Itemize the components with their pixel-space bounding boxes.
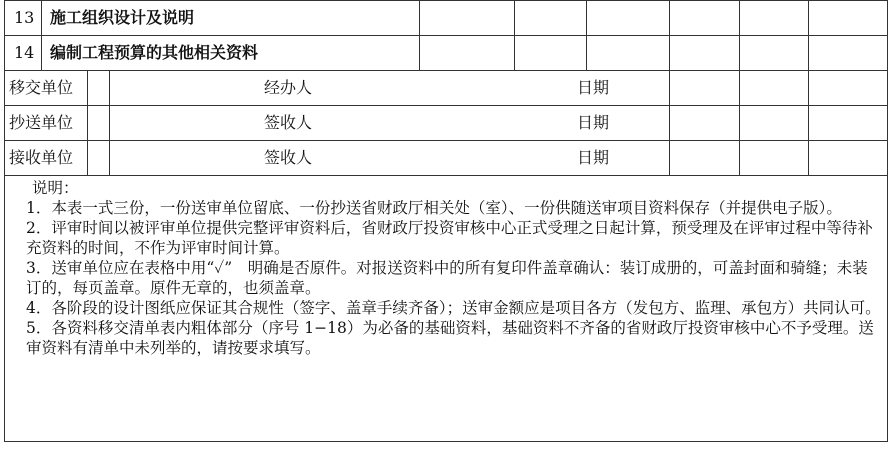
column-rule [87,70,88,175]
note-item: 4．各阶段的设计图纸应保证其合规性（签字、盖章手续齐备）；送审金额应是项目各方（发包方、监理、承包方）共同认可。 [26,299,881,317]
table-border-right [887,0,888,442]
notes-title: 说明： [32,179,79,197]
unit-label: 接收单位 [9,148,74,167]
table-border-bottom [4,441,888,442]
column-rule [808,0,809,70]
unit-label: 移交单位 [9,78,74,97]
column-rule [808,70,809,175]
date-label: 日期 [577,78,610,97]
column-rule [419,0,420,70]
person-label: 签收人 [264,148,313,167]
row-item-name: 施工组织设计及说明 [50,8,195,27]
note-item: 1．本表一式三份，一份送审单位留底、一份抄送省财政厅相关处（室）、一份供随送审项目资料保存（并提供电子版）。 [26,199,842,217]
person-label: 经办人 [264,78,313,97]
table-border-left [4,0,5,442]
unit-label: 抄送单位 [9,113,74,132]
column-rule [41,0,42,70]
notes-section [26,178,882,358]
date-label: 日期 [577,148,610,167]
row-rule [4,140,888,141]
column-rule [109,70,110,175]
row-rule [4,0,888,1]
column-rule [669,70,670,175]
row-rule [4,35,888,36]
row-rule [4,175,888,176]
row-number: 14 [14,43,35,62]
handover-list-table [4,0,888,442]
row-rule [4,105,888,106]
note-item: 3．送审单位应在表格中用“✓” 明确是否原件。对报送资料中的所有复印件盖章确认：装订成册的，可盖封面和骑缝；未装订的，每页盖章。原件无章的，也须盖章。 [26,259,868,297]
column-rule [739,0,740,70]
column-rule [514,0,515,70]
row-item-name: 编制工程预算的其他相关资料 [50,43,259,62]
column-rule [739,70,740,175]
column-rule [586,0,587,70]
row-rule [4,70,888,71]
note-item: 2．评审时间以被评审单位提供完整评审资料后，省财政厅投资审核中心正式受理之日起计算，预受理及在评审过程中等待补充资料的时间，不作为评审时间计算。 [26,219,873,257]
date-label: 日期 [577,113,610,132]
note-item: 5．各资料移交清单表内粗体部分（序号 1−18）为必备的基础资料，基础资料不齐备的省财政厅投资审核中心不予受理。送审资料有清单中未列举的，请按要求填写。 [26,319,874,357]
column-rule [669,0,670,70]
row-number: 13 [14,8,35,27]
person-label: 签收人 [264,113,313,132]
